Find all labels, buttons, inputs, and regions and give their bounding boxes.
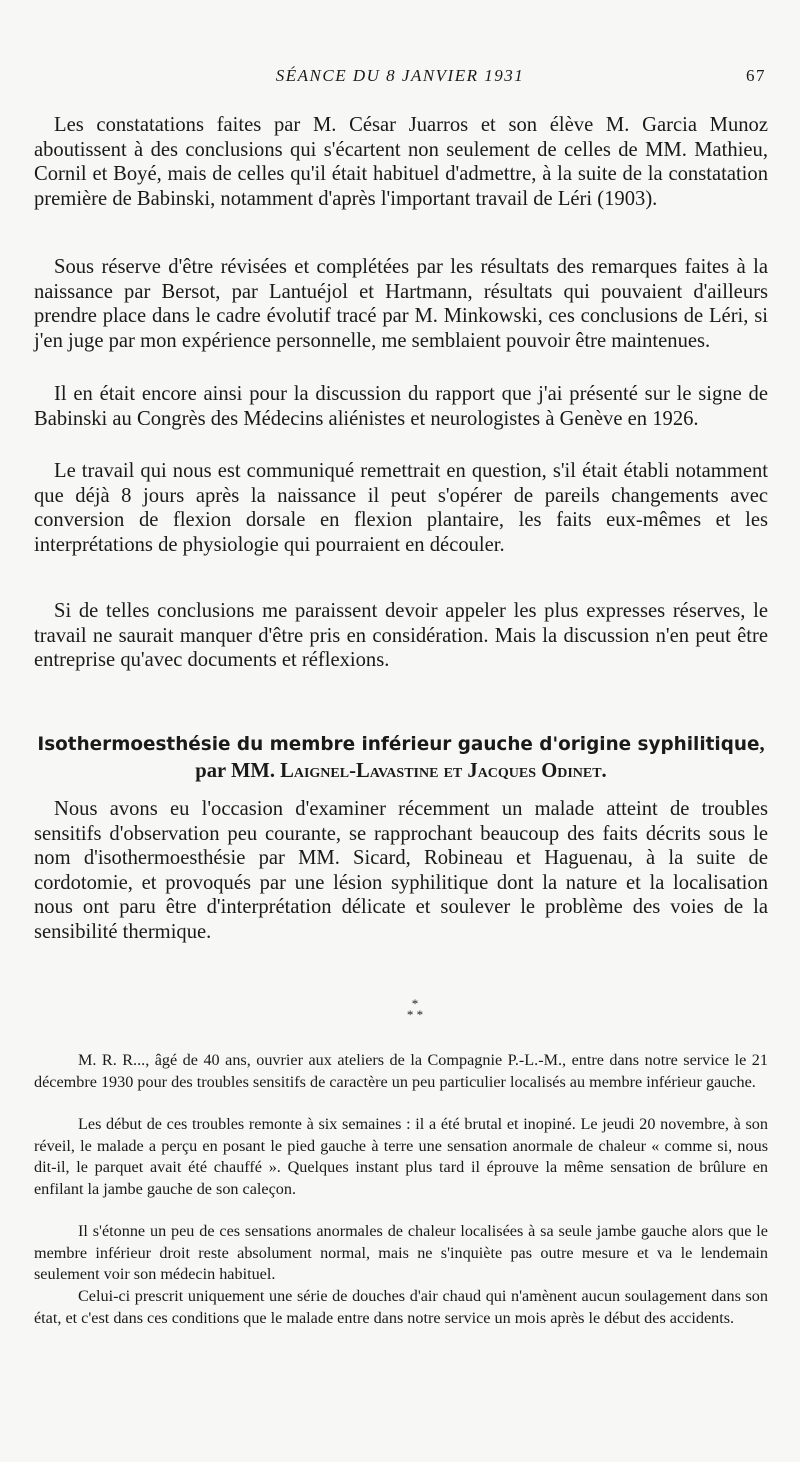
paragraph-2: Sous réserve d'être révisées et complétées par les résultats des remarques faites à la naissance par Bersot, par Lantuéjol et Hartmann, résultats qui pouvaient d'ailleurs prendre place dans le cadre évolutif tracé par M. Minkowski, ces conclusions de Léri, si j'en juge par mon expérience personnelle, me semblaient pouvoir être maintenues. [34,256,768,352]
section-title [34,731,768,785]
case-report-paragraph-2: Les début de ces troubles remonte à six semaines : il a été brutal et inopiné. Le jeudi 20 novembre, à son réveil, le malade a perçu en posant le pied gauche à terre une sensation anormale de chaleur « comme si, nous dit-il, le parquet avait été chauffé ». Quelques instant plus tard il éprouve la même sensation de brûlure en enfilant la jambe gauche de son caleçon. [34,1115,768,1199]
case-report-paragraph-4: Celui-ci prescrit uniquement une série de douches d'air chaud qui n'amènent aucun soulagement dans son état, et c'est dans ces conditions que le malade entre dans notre service un mois après le début des accidents. [34,1287,768,1327]
running-title: SÉANCE DU 8 JANVIER 1931 [275,66,525,85]
asterism-top: * [411,996,419,1011]
asterism-separator [390,998,440,1020]
section-intro: Nous avons eu l'occasion d'examiner récemment un malade atteint de troubles sensitifs d'observation peu courante, se rapprochant beaucoup des faits décrits sous le nom d'isothermoesthésie par MM. Sicard, Robineau et Haguenau, à la suite de cordotomie, et provoqués par une lésion syphilitique dont la nature et la localisation nous ont paru être d'interprétation délicate et soulever le problème des voies de la sensibilité thermique. [34,798,768,943]
paragraph-5: Si de telles conclusions me paraissent devoir appeler les plus expresses réserves, le travail ne saurait manquer d'être pris en considération. Mais la discussion n'en peut être entreprise qu'avec documents et réflexions. [34,600,768,672]
section-authors: Laignel-Lavastine et Jacques Odinet. [280,760,607,782]
section-title-connector: , par MM. [195,733,765,782]
paragraph-4: Le travail qui nous est communiqué remettrait en question, s'il était établi notamment que déjà 8 jours après la naissance il peut s'opérer de pareils changements avec conversion de flexion dorsale en flexion plantaire, les faits eux-mêmes et les interprétations de physiologie qui pourraient en découler. [34,460,768,556]
running-header [0,66,800,90]
page-number: 67 [746,66,766,85]
case-report-paragraph-1: M. R. R..., âgé de 40 ans, ouvrier aux ateliers de la Compagnie P.-L.-M., entre dans notre service le 21 décembre 1930 pour des troubles sensitifs de caractère un peu particulier localisés au membre inférieur gauche. [34,1051,768,1091]
case-report-paragraph-3: Il s'étonne un peu de ces sensations anormales de chaleur localisées à sa seule jambe gauche alors que le membre inférieur droit reste absolument normal, mais ne s'inquiète pas outre mesure et va le lendemain seulement voir son médecin habituel. [34,1222,768,1284]
paragraph-1: Les constatations faites par M. César Juarros et son élève M. Garcia Munoz aboutissent à des conclusions qui s'écartent non seulement de celles de MM. Mathieu, Cornil et Boyé, mais de celles qu'il était habituel d'admettre, à la suite de la constatation première de Babinski, notamment d'après l'important travail de Léri (1903). [34,114,768,210]
asterism-bottom: * * [406,1007,424,1022]
paragraph-3: Il en était encore ainsi pour la discussion du rapport que j'ai présenté sur le signe de Babinski au Congrès des Médecins aliénistes et neurologistes à Genève en 1926. [34,383,768,430]
section-title-bold: Isothermoesthésie du membre inférieur gauche d'origine syphilitique [37,734,760,755]
